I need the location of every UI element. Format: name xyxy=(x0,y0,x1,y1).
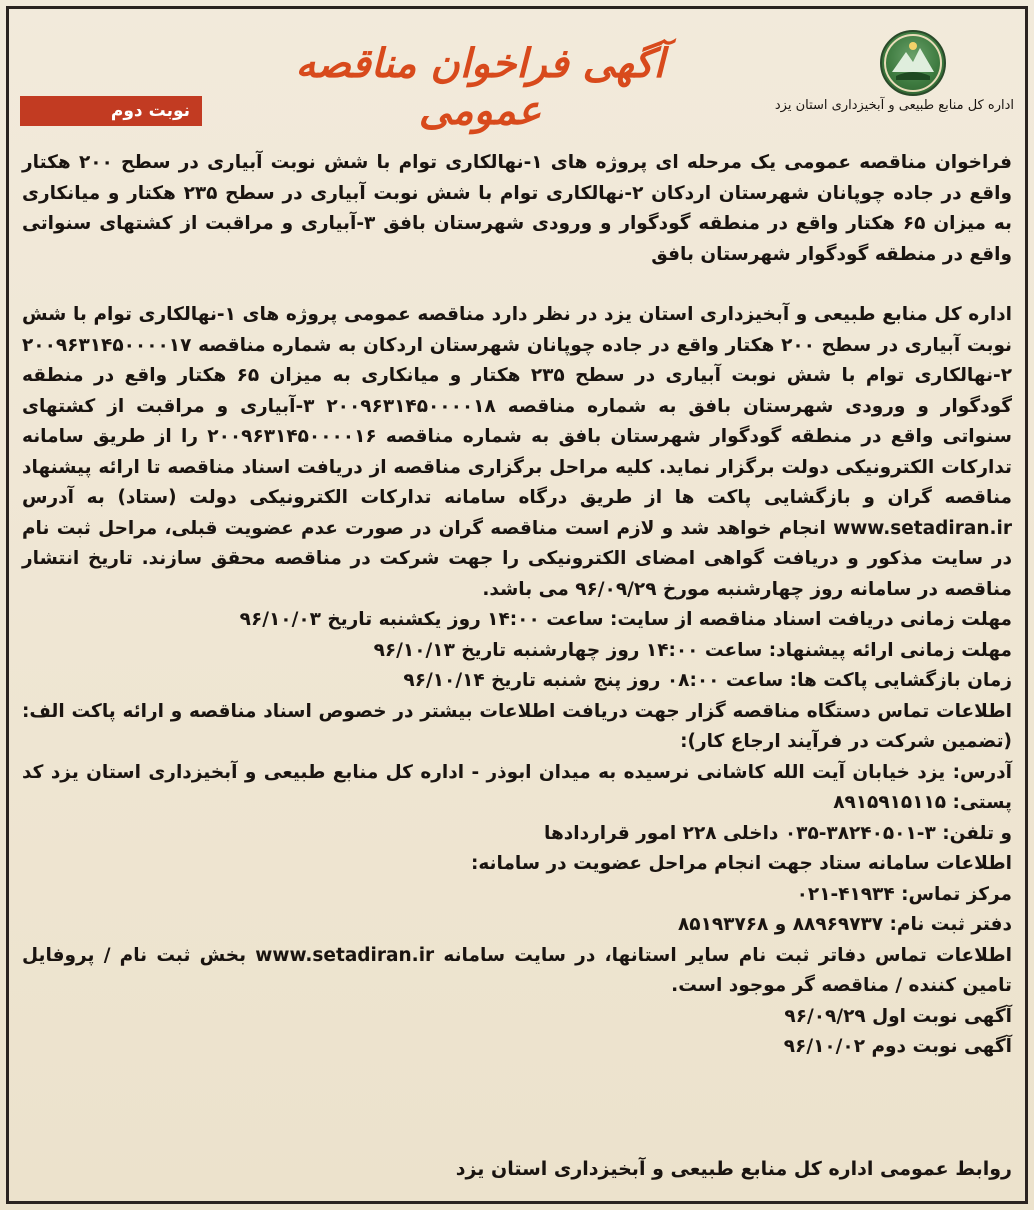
body-text-2: انجام خواهد شد و لازم است مناقصه گران در صورت عدم عضویت قبلی، مراحل ثبت نام در سایت مذکور و دریافت گواهی امضای الکترونیکی را جهت شرکت در مناقصه محقق سازند. تاریخ انتشار مناقصه در سامانه روز چهارشنبه مورخ ۹۶/۰۹/۲۹ می باشد. xyxy=(22,517,1012,600)
publication-first: آگهی نوبت اول ۹۶/۰۹/۲۹ xyxy=(784,1005,1012,1027)
setad-registry: دفتر ثبت نام: ۸۸۹۶۹۷۳۷ و ۸۵۱۹۳۷۶۸ xyxy=(678,914,1012,935)
deadline-opening: زمان بازگشایی پاکت ها: ساعت ۰۸:۰۰ روز پنج شنبه تاریخ ۹۶/۱۰/۱۴ xyxy=(403,670,1012,691)
deadline-bids: مهلت زمانی ارائه پیشنهاد: ساعت ۱۴:۰۰ روز چهارشنبه تاریخ ۹۶/۱۰/۱۳ xyxy=(373,639,1012,661)
contact-intro: اطلاعات تماس دستگاه مناقصه گزار جهت دریافت اطلاعات بیشتر در خصوص اسناد مناقصه و ارائه پاکت الف: (تضمین شرکت در فرآیند ارجاع کار): xyxy=(22,700,1012,752)
setad-url: www.setadiran.ir xyxy=(833,517,1012,539)
publication-round-badge: نوبت دوم xyxy=(20,96,202,126)
organization-name: اداره کل منابع طبیعی و آبخیزداری استان یزد xyxy=(774,98,1014,113)
provinces-info xyxy=(22,941,1012,1002)
body-text-1: اداره کل منابع طبیعی و آبخیزداری استان یزد در نظر دارد مناقصه عمومی پروژه های ۱-نهالکاری توام با شش نوبت آبیاری در سطح ۲۰۰ هکتار واقع در جاده چوپانان شهرستان اردکان به شماره مناقصه ۲۰۰۹۶۳۱۴۵۰۰۰۰۱۷ ۲-نهالکاری توام با شش نوبت آبیاری در سطح ۲۳۵ هکتار و میانکاری به میزان ۶۵ هکتار واقع در منطقه گودگوار و ورودی شهرستان بافق به شماره مناقصه ۲۰۰۹۶۳۱۴۵۰۰۰۰۱۸ ۳-آبیاری و مراقبت از کشتهای سنواتی واقع در منطقه گودگوار شهرستان بافق به شماره مناقصه ۲۰۰۹۶۳۱۴۵۰۰۰۰۱۶ را از طریق سامانه تدارکات الکترونیکی دولت برگزار نماید. کلیه مراحل برگزاری مناقصه از دریافت اسناد مناقصه تا ارائه پیشنهاد مناقصه گران و بازگشایی پاکت ها از طریق درگاه سامانه تدارکات الکترونیکی دولت (ستاد) به آدرس xyxy=(22,304,1012,508)
contact-address: آدرس: یزد خیابان آیت الله کاشانی نرسیده به میدان ابوذر - اداره کل منابع طبیعی و آبخیزداری استان یزد کد پستی: ۸۹۱۵۹۱۵۱۱۵ xyxy=(22,761,1012,813)
provinces-text-1: اطلاعات تماس دفاتر ثبت نام سایر استانها، در سایت سامانه xyxy=(443,944,1012,966)
publication-second: آگهی نوبت دوم ۹۶/۱۰/۰۲ xyxy=(783,1036,1012,1057)
ad-title: آگهی فراخوان مناقصه عمومی xyxy=(295,40,665,134)
provinces-url: www.setadiran.ir xyxy=(255,944,435,966)
setad-info-intro: اطلاعات سامانه ستاد جهت انجام مراحل عضویت در سامانه: xyxy=(470,853,1012,874)
public-relations-signature: روابط عمومی اداره کل منابع طبیعی و آبخیزداری استان یزد xyxy=(455,1158,1012,1180)
ad-content xyxy=(22,148,1012,1063)
body-paragraph xyxy=(22,300,1012,605)
deadline-docs: مهلت زمانی دریافت اسناد مناقصه از سایت: ساعت ۱۴:۰۰ روز یکشنبه تاریخ ۹۶/۱۰/۰۳ xyxy=(239,609,1012,630)
organization-logo-icon xyxy=(880,30,946,96)
provinces-text-2: بخش ثبت نام / پروفایل تامین کننده / مناقصه گر موجود است. xyxy=(22,944,1012,996)
contact-phone: و تلفن: ۳-۳۸۲۴۰۵۰۱-۰۳۵ داخلی ۲۲۸ امور قراردادها xyxy=(544,822,1012,844)
intro-paragraph: فراخوان مناقصه عمومی یک مرحله ای پروژه های ۱-نهالکاری توام با شش نوبت آبیاری در سطح ۲۰۰ هکتار واقع در جاده چوپانان شهرستان اردکان ۲-نهالکاری توام با شش نوبت آبیاری در سطح ۲۳۵ هکتار و میانکاری به میزان ۶۵ هکتار واقع در منطقه گودگوار و ورودی شهرستان بافق ۳-آبیاری و مراقبت از کشتهای سنواتی واقع در منطقه گودگوار شهرستان بافق xyxy=(22,152,1012,265)
setad-call-center: مرکز تماس: ۴۱۹۳۴-۰۲۱ xyxy=(796,883,1012,905)
